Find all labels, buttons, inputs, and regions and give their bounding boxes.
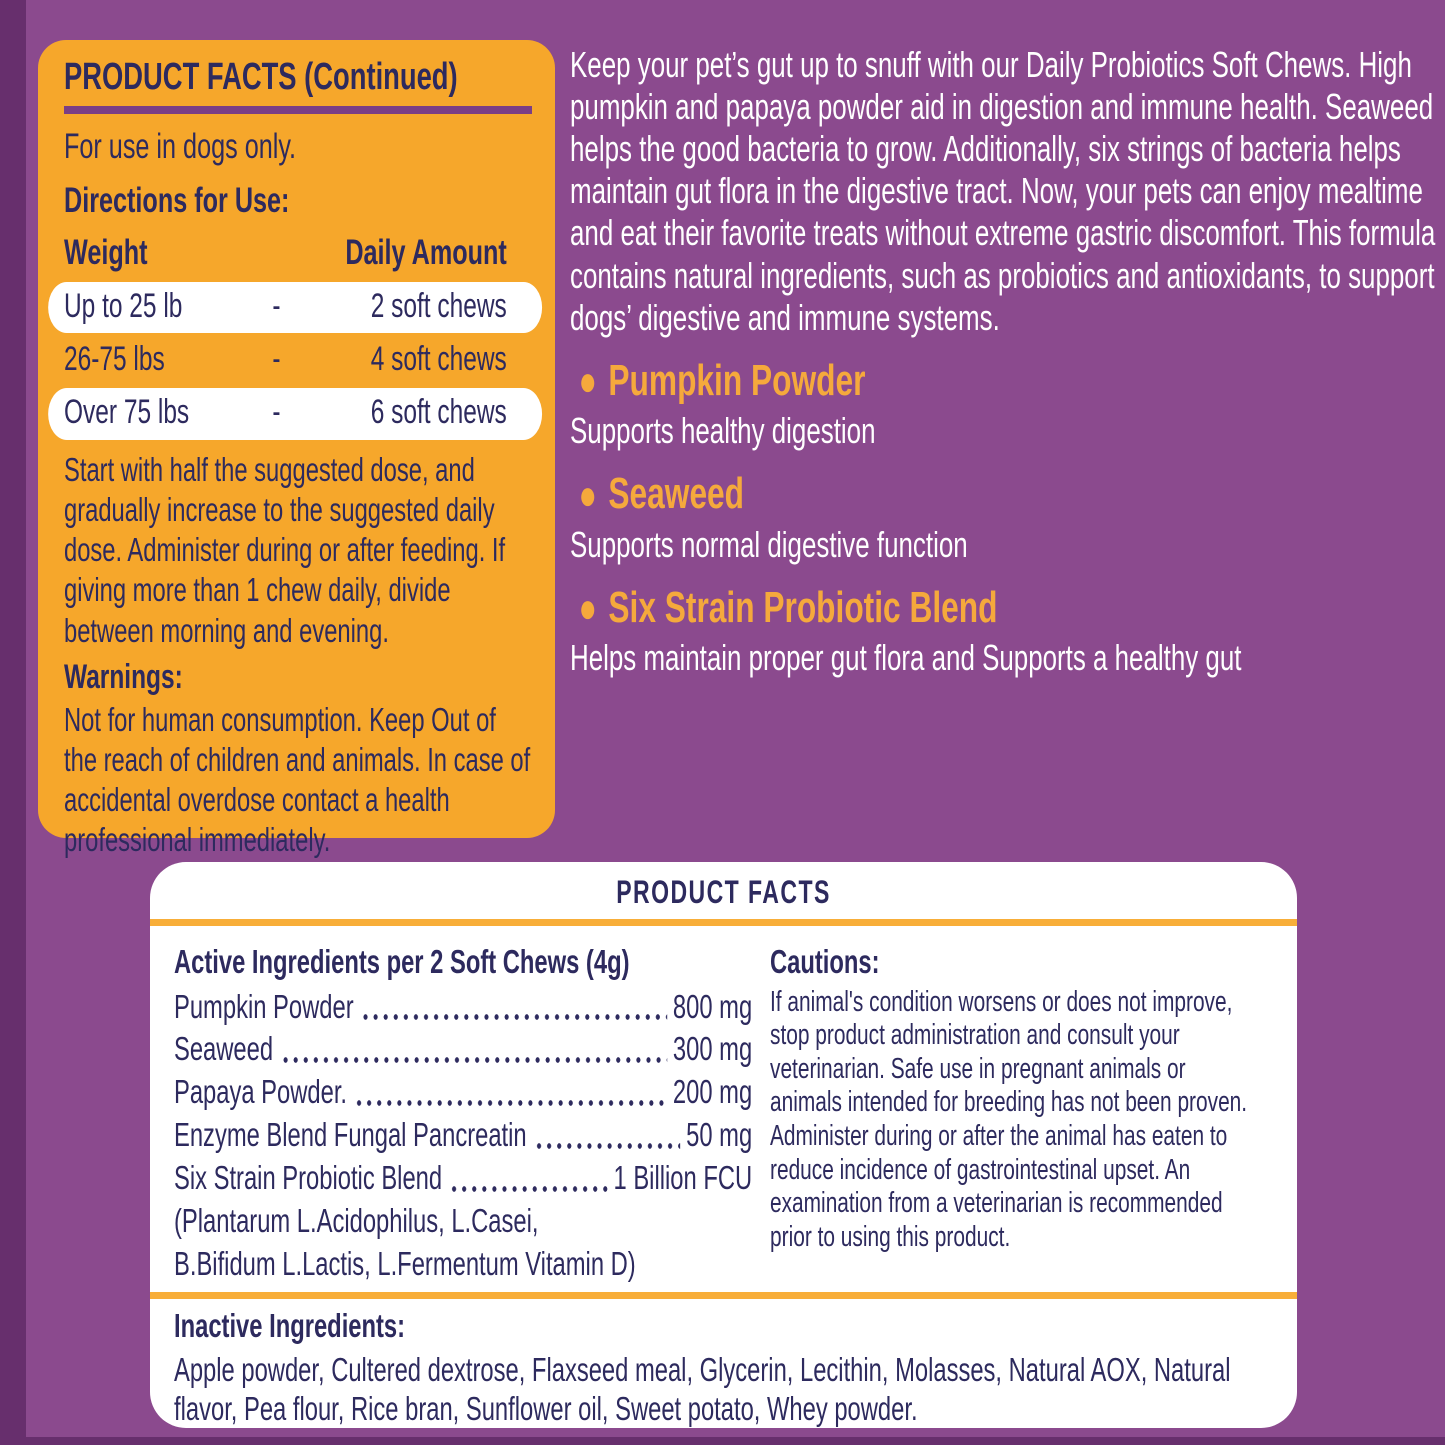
benefit-description: Supports normal digestive function [570, 523, 968, 565]
ingredient-amount: 800 mg [672, 987, 753, 1025]
ingredient-amount: 50 mg [686, 1116, 753, 1154]
ingredient-row-pumpkin-powder [174, 986, 752, 1029]
product-facts-continued-panel [38, 40, 555, 859]
dot-leader [354, 1100, 667, 1106]
dosage-dash: - [272, 340, 281, 379]
cautions-text: If animal's condition worsens or does not improve, stop product administration and consult your veterinarian. Safe use in pregnant animals or animals intended for breeding has not been proven. Administer during or after the animal has eaten to reduce incidence of gastrointestinal upset. An examination from a veterinarian is recommended prior to using this product. [770, 985, 1248, 1253]
active-ingredients-heading: Active Ingredients per 2 Soft Chews (4g) [174, 943, 630, 980]
benefit-title: Six Strain Probiotic Blend [608, 582, 998, 632]
dot-leader [534, 1143, 681, 1149]
intro-copy [570, 44, 1440, 680]
dot-leader [449, 1186, 607, 1192]
warnings-text: Not for human consumption. Keep Out of the reach of children and animals. In case of accidental overdose contact a health professional immediately. [64, 700, 531, 859]
dosage-dash: - [272, 393, 281, 432]
directions-heading: Directions for Use: [64, 180, 290, 220]
title-underline [64, 106, 532, 114]
cautions-section [770, 942, 1255, 1255]
product-facts-title: PRODUCT FACTS [616, 874, 831, 910]
dosage-amount: 2 soft chews [370, 287, 507, 326]
probiotic-strains-line-1: (Plantarum L.Acidophilus, L.Casei, [174, 1202, 539, 1240]
daily-amount-column-header: Daily Amount [345, 232, 507, 272]
dosage-weight: Up to 25 lb [64, 287, 183, 326]
dosage-weight: Over 75 lbs [64, 393, 190, 432]
ingredient-name: Enzyme Blend Fungal Pancreatin [174, 1116, 527, 1154]
benefit-title: Seaweed [608, 469, 745, 519]
panel-title: PRODUCT FACTS (Continued) [64, 56, 458, 98]
label-bottom-edge-strip [0, 1437, 1445, 1445]
ingredient-row-six-strain-probiotic-blend [174, 1157, 752, 1200]
dosage-amount: 4 soft chews [370, 340, 507, 379]
benefit-description: Supports healthy digestion [570, 410, 876, 452]
dosage-row-over-75lbs [48, 388, 542, 439]
intro-paragraph: Keep your pet’s gut up to snuff with our Daily Probiotics Soft Chews. High pumpkin and papaya powder aid in digestion and immune health. Seaweed helps the good bacteria to grow. Additionally, six strings of bacteria helps maintain gut flora in the digestive tract. Now, your pets can enjoy mealtime and eat their favorite treats without extreme gastric discomfort. This formula contains natural ingredients, such as probiotics and antioxidants, to support dogs’ digestive and immune systems. [570, 44, 1436, 338]
orange-divider-top [150, 919, 1297, 926]
benefit-description: Helps maintain proper gut flora and Supports a healthy gut [570, 637, 1242, 679]
bullet-dot-icon: ● [578, 470, 597, 518]
ingredient-amount: 300 mg [672, 1030, 753, 1068]
benefit-title: Pumpkin Powder [608, 355, 866, 405]
ingredient-amount: 200 mg [672, 1073, 753, 1111]
benefit-six-strain-probiotic-blend [570, 584, 1440, 632]
dosage-dash: - [272, 287, 281, 326]
probiotic-strains-line-2: B.Bifidum L.Lactis, L.Fermentum Vitamin D) [174, 1244, 636, 1282]
cautions-heading: Cautions: [770, 943, 880, 980]
benefit-pumpkin-powder [570, 357, 1440, 405]
bullet-dot-icon: ● [578, 356, 597, 404]
dosage-table-header [64, 228, 532, 280]
weight-column-header: Weight [64, 232, 148, 272]
ingredient-name: Seaweed [174, 1030, 274, 1068]
dosage-amount: 6 soft chews [370, 393, 507, 432]
dosage-row-26-75lbs [64, 335, 532, 386]
dosage-row-up-to-25lb [48, 282, 542, 333]
dosing-note: Start with half the suggested dose, and gradually increase to the suggested daily dose. Administer during or after feeding. If giving more than 1 chew daily, divide between morning and evening. [64, 450, 506, 649]
product-facts-panel [150, 862, 1297, 1428]
ingredient-name: Six Strain Probiotic Blend [174, 1159, 443, 1197]
ingredient-row-seaweed [174, 1028, 752, 1071]
benefit-seaweed [570, 470, 1440, 518]
warnings-heading: Warnings: [64, 657, 183, 696]
active-ingredients-section [174, 942, 752, 1286]
ingredient-name: Papaya Powder. [174, 1073, 348, 1111]
for-use-text: For use in dogs only. [64, 126, 297, 166]
ingredient-row-papaya-powder [174, 1071, 752, 1114]
dot-leader [361, 1014, 667, 1020]
ingredient-name: Pumpkin Powder [174, 987, 354, 1025]
label-left-edge-strip [0, 0, 26, 1445]
bullet-dot-icon: ● [578, 584, 597, 632]
orange-divider-bottom [150, 1292, 1297, 1299]
inactive-ingredients-heading: Inactive Ingredients: [174, 1307, 406, 1344]
inactive-ingredients-section [174, 1306, 1277, 1429]
dosage-weight: 26-75 lbs [64, 340, 165, 379]
inactive-ingredients-text: Apple powder, Cultered dextrose, Flaxseed meal, Glycerin, Lecithin, Molasses, Natural AOX, Natural flavor, Pea flour, Rice bran, Sunflower oil, Sweet potato, Whey powder. [174, 1350, 1231, 1428]
ingredient-row-enzyme-blend [174, 1114, 752, 1157]
ingredient-amount: 1 Billion FCU [613, 1159, 753, 1197]
dot-leader [280, 1057, 667, 1063]
